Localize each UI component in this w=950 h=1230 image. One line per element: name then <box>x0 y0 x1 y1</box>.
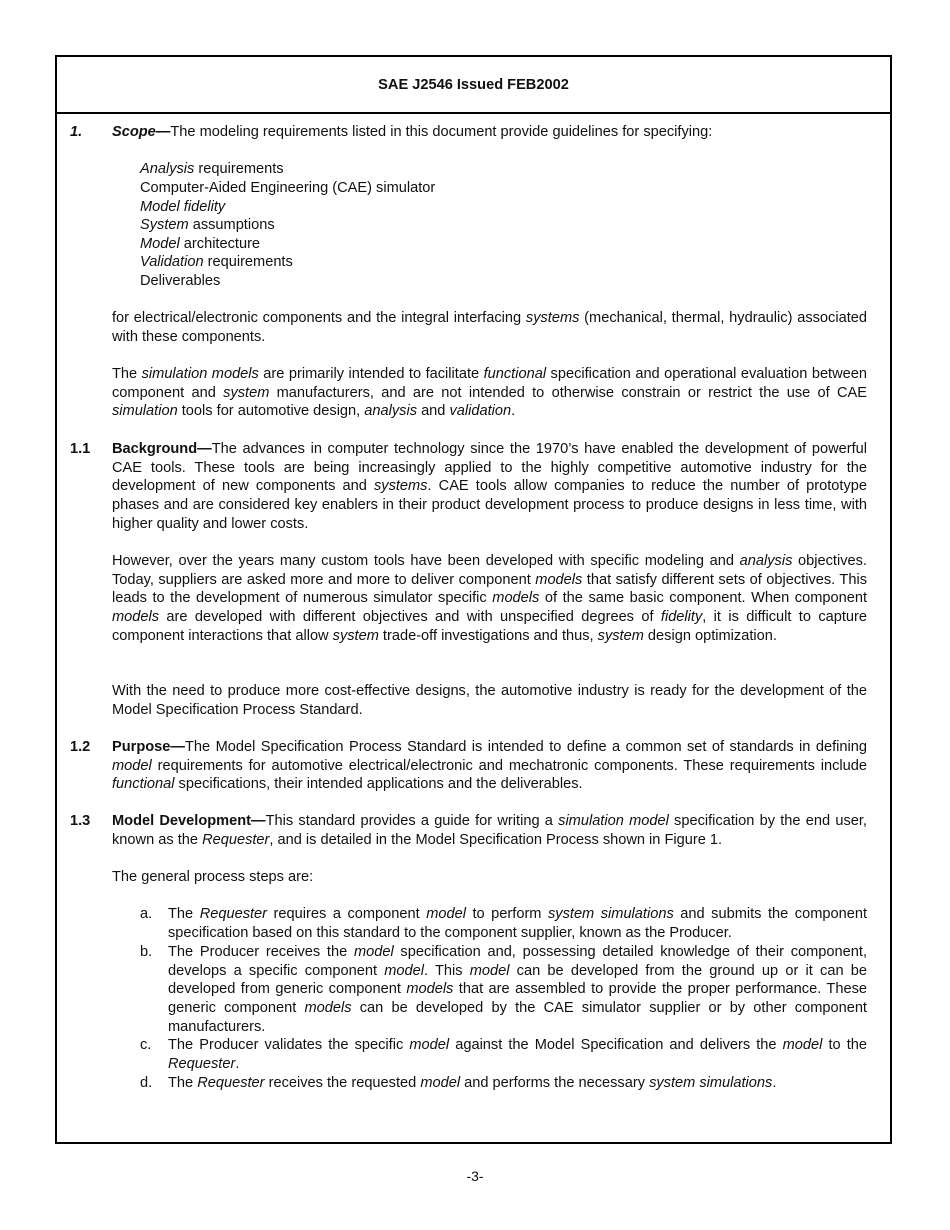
step-b-letter: b. <box>140 944 153 960</box>
scope-paragraph-1: for electrical/electronic components and the integral interfacing systems (mechanical, thermal, hydraulic) associated with these components. <box>112 310 867 345</box>
section-1-heading-line <box>112 123 712 142</box>
scope-item: System assumptions <box>140 217 275 233</box>
page-number: -3- <box>466 1168 484 1184</box>
section-1-number: 1. <box>70 124 83 140</box>
step-a-text: The Requester requires a component model to perform system simulations and submits the component specification based on this standard to the component supplier, known as the Producer. <box>168 906 867 941</box>
scope-item: Deliverables <box>140 273 221 289</box>
scope-item: Computer-Aided Engineering (CAE) simulator <box>140 180 436 196</box>
step-d-text: The Requester receives the requested model and performs the necessary system simulations. <box>168 1075 777 1091</box>
background-paragraph-2: However, over the years many custom tools have been developed with specific modeling and analysis objectives. Today, suppliers are asked more and more to deliver component models that satisfy different sets of objectives. This leads to the development of numerous simulator specific models of the same basic component. When component models are developed with different objectives and with unspecified degrees of fidelity, it is difficult to capture component interactions that allow system trade-off investigations and thus, system design optimization. <box>112 553 868 644</box>
section-1-1-number: 1.1 <box>70 441 91 457</box>
step-b-text: The Producer receives the model specification and, possessing detailed knowledge of their component, develops a specific component model. This model can be developed from the ground up or it can be developed from generic component models that are assembled to provide the proper performance. These generic component models can be developed by the CAE simulator supplier or by other component manufacturers. <box>168 944 867 1035</box>
step-c-letter: c. <box>140 1037 152 1053</box>
purpose-paragraph: Purpose—The Model Specification Process Standard is intended to define a common set of standards in defining model requirements for automotive electrical/electronic and mechatronic components. These requirements include functional specifications, their intended applications and the deliverables. <box>112 739 867 793</box>
scope-item: Validation requirements <box>140 254 293 270</box>
section-1-1-title: Background— <box>112 441 212 457</box>
step-d-letter: d. <box>140 1075 153 1091</box>
header-title: SAE J2546 Issued FEB2002 <box>378 76 569 93</box>
step-c-text: The Producer validates the specific model against the Model Specification and delivers the model to the Requester. <box>168 1037 867 1072</box>
scope-item: Analysis requirements <box>140 161 284 177</box>
process-steps-intro: The general process steps are: <box>112 869 314 885</box>
scope-item: Model fidelity <box>140 199 226 215</box>
background-paragraph-3: With the need to produce more cost-effective designs, the automotive industry is ready for the development of the Model Specification Process Standard. <box>112 683 867 718</box>
document-header <box>57 57 890 114</box>
section-1-2-title: Purpose— <box>112 739 185 755</box>
section-1-intro: The modeling requirements listed in this document provide guidelines for specifying: <box>170 124 713 140</box>
scope-paragraph-2: The simulation models are primarily intended to facilitate functional specification and operational evaluation between component and system manufacturers, and are not intended to otherwise constrain or restrict the use of CAE simulation tools for automotive design, analysis and validation. <box>112 366 868 420</box>
scope-item: Model architecture <box>140 236 261 252</box>
section-1-title: Scope— <box>112 124 171 140</box>
background-paragraph-1: Background—The advances in computer technology since the 1970’s have enabled the development of powerful CAE tools. These tools are being increasingly applied to the highly competitive automotive industry for the development of new components and systems. CAE tools allow companies to reduce the number of prototype phases and are considered key enablers in their product development process to produce designs in less time, with higher quality and lower costs. <box>112 441 867 532</box>
section-1-3-title: Model Development— <box>112 813 266 829</box>
model-development-paragraph: Model Development—This standard provides a guide for writing a simulation model specification by the end user, known as the Requester, and is detailed in the Model Specification Process shown in Figure 1. <box>112 813 867 848</box>
section-1-2-number: 1.2 <box>70 739 91 755</box>
section-1-3-number: 1.3 <box>70 813 91 829</box>
step-a-letter: a. <box>140 906 153 922</box>
page-frame <box>55 55 892 1144</box>
